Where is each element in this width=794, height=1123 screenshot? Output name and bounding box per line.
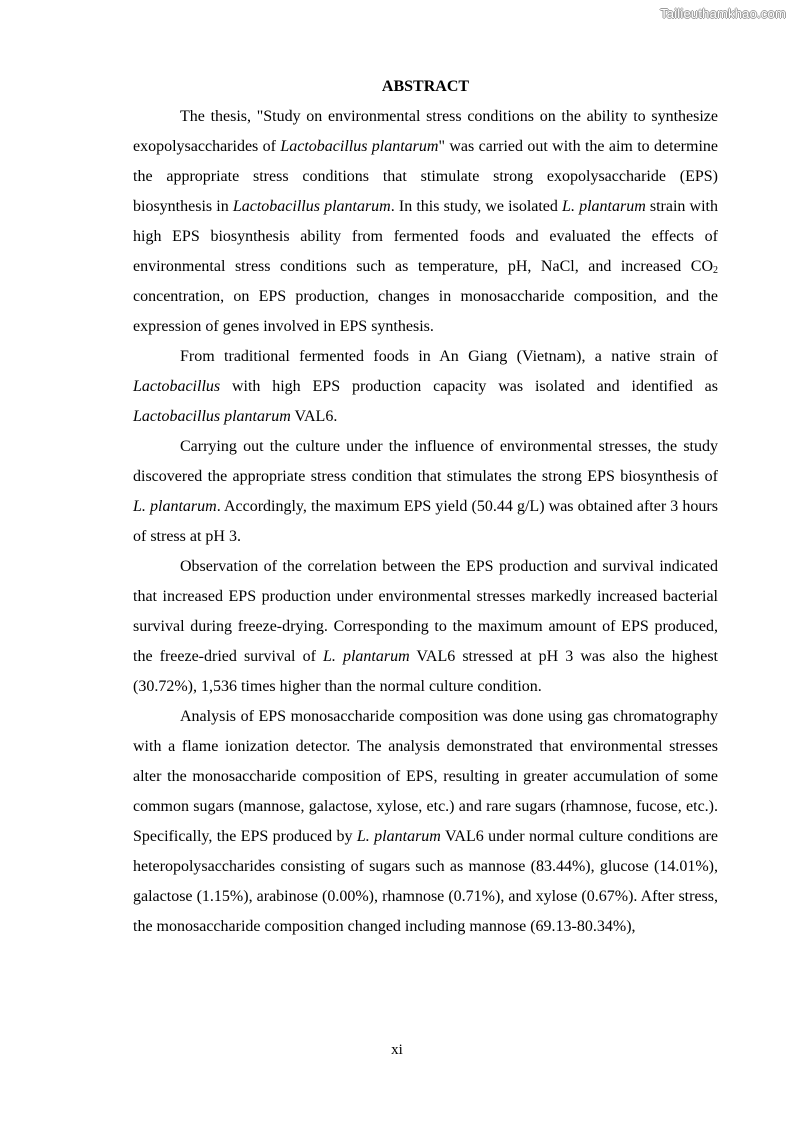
italic-term: L. plantarum (356, 828, 441, 845)
subscript: 2 (713, 265, 718, 276)
abstract-paragraph-5 (133, 702, 718, 942)
text-run: VAL6 stressed at pH 3 was also the highest (30.72%), 1,536 times higher than the normal culture condition. (133, 648, 719, 695)
text-run: strain with high EPS biosynthesis ability from fermented foods and evaluated the effects of environmental stress conditions such as temperature, pH, NaCl, and increased CO (133, 198, 719, 275)
document-page (133, 72, 718, 942)
text-run: VAL6 under normal culture conditions are heteropolysaccharides consisting of sugars such as mannose (83.44%), glucose (14.01%), galactose (1.15%), arabinose (0.00%), rhamnose (0.71%), and xylose (0.67%). After stress, the monosaccharide composition changed including mannose (69.13-80.34%), (133, 828, 719, 935)
watermark-text: Tailieuthamkhao.com (660, 6, 786, 21)
italic-term: Lactobacillus plantarum (232, 198, 391, 215)
text-run: The thesis, "Study on environmental stress conditions on the ability to synthesize exopolysaccharides of (133, 108, 718, 155)
italic-term: Lactobacillus plantarum (133, 408, 291, 425)
text-run: " was carried out with the aim to determine the appropriate stress conditions that stimulate strong exopolysaccharide (EPS) biosynthesis in (133, 138, 718, 215)
italic-term: Lactobacillus plantarum (280, 138, 439, 155)
text-run: From traditional fermented foods in An Giang (Vietnam), a native strain of (180, 348, 718, 365)
text-run: concentration, on EPS production, changes in monosaccharide composition, and the expression of genes involved in EPS synthesis. (133, 288, 718, 335)
abstract-heading: ABSTRACT (381, 78, 470, 95)
abstract-paragraph-3 (133, 432, 718, 552)
text-run: Carrying out the culture under the influence of environmental stresses, the study discovered the appropriate stress condition that stimulates the strong EPS biosynthesis of (133, 438, 718, 485)
text-run: Observation of the correlation between the EPS production and survival indicated that increased EPS production under environmental stresses markedly increased bacterial survival during freeze-drying. Corresponding to the maximum amount of EPS produced, the freeze-dried survival of (133, 558, 718, 665)
italic-term: L. plantarum (562, 198, 646, 215)
italic-term: L. plantarum (322, 648, 410, 665)
text-run: with high EPS production capacity was isolated and identified as (220, 378, 718, 395)
text-run: . In this study, we isolated (390, 198, 563, 215)
abstract-paragraph-1 (133, 102, 718, 342)
abstract-paragraph-2 (133, 342, 718, 432)
text-run: Analysis of EPS monosaccharide composition was done using gas chromatography with a flame ionization detector. The analysis demonstrated that environmental stresses alter the monosaccharide composition of EPS, resulting in greater accumulation of some common sugars (mannose, galactose, xylose, etc.) and rare sugars (rhamnose, fucose, etc.). Specifically, the EPS produced by (133, 708, 718, 845)
text-run: . Accordingly, the maximum EPS yield (50.44 g/L) was obtained after 3 hours of stress at pH 3. (133, 498, 718, 545)
page-number: xi (391, 1042, 403, 1058)
abstract-body (133, 102, 718, 942)
italic-term: Lactobacillus (133, 378, 221, 395)
text-run: VAL6. (290, 408, 338, 425)
abstract-paragraph-4 (133, 552, 718, 702)
italic-term: L. plantarum (133, 498, 217, 515)
